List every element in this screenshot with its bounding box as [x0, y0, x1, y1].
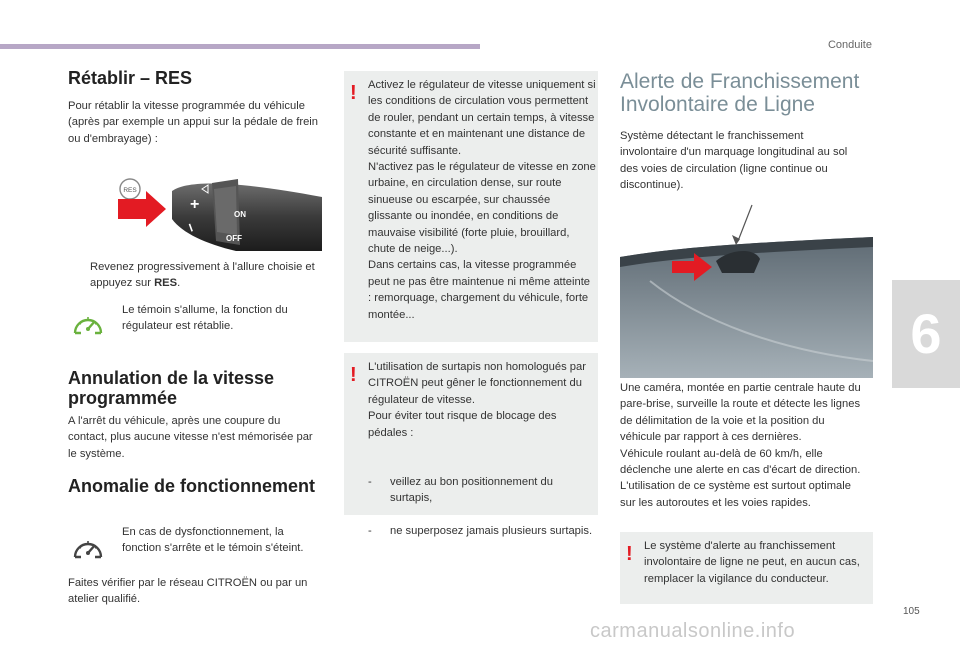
section-label: Conduite — [827, 39, 872, 51]
lane-alert-title: Alerte de Franchissement Involontaire de Ligne — [620, 70, 860, 116]
step-instruction — [68, 259, 323, 292]
warning-mats-intro: L'utilisation de surtapis non homologués par CITROËN peut gêner le fonctionnement du régulateur de vitesse. Pour éviter tout risque de blocage des pédales : — [368, 361, 586, 439]
restore-intro: Pour rétablir la vitesse programmée du véhicule (après par exemple un appui sur la pédale de frein ou d'embrayage) : — [68, 100, 319, 145]
lane-alert-intro: Système détectant le franchissement involontaire d'un marquage longitudinal au sol des voies de circulation (ligne continue ou discontinue). — [620, 130, 848, 192]
cruise-control-lamp-off-icon — [70, 533, 106, 569]
plus-label: + — [190, 196, 200, 213]
res-label: RES — [123, 187, 137, 194]
header-bar — [0, 44, 480, 49]
fault-title: Anomalie de fonctionnement — [68, 476, 316, 496]
step-text-2: . — [177, 277, 181, 290]
warning-box-cruise — [344, 71, 598, 342]
chapter-number: 6 — [910, 302, 942, 365]
step-text-1: Revenez progressivement à l'allure choisie et appuyez sur — [90, 261, 315, 290]
page-number: 105 — [903, 606, 920, 617]
warning-box-mats — [344, 353, 598, 538]
warning-box-lane — [620, 532, 873, 604]
exclamation-icon: ! — [350, 82, 357, 104]
cruise-stalk-illustration — [116, 169, 322, 251]
cruise-stalk-svg — [116, 169, 322, 251]
lamp-on-text: Le témoin s'allume, la fonction du régulateur est rétablie. — [122, 304, 288, 333]
cancel-title: Annulation de la vitesse programmée — [68, 368, 275, 408]
warning-lane-text: Le système d'alerte au franchissement involontaire de ligne ne peut, en aucun cas, remplacer la vigilance du conducteur. — [644, 540, 860, 585]
restore-title: Rétablir – RES — [68, 68, 193, 88]
exclamation-icon: ! — [350, 364, 357, 386]
fault-check-text: Faites vérifier par le réseau CITROËN ou par un atelier qualifié. — [68, 577, 308, 606]
windscreen-camera-illustration — [620, 201, 873, 378]
step-text-bold: RES — [154, 277, 178, 290]
cancel-text: A l'arrêt du véhicule, après une coupure du contact, plus aucune vitesse n'est mémorisée par le système. — [68, 415, 313, 460]
warning-cruise-text: Activez le régulateur de vitesse uniquement si les conditions de circulation vous permettent de rouler, pendant un certain temps, à vitesse constante et en maintenant une distance de sécurité suffisante. N'activez pas le régulateur de vitesse en zone urbaine, en circulation dense, sur route sinueuse ou escarpée, sur chaussée glissante ou inondée, en conditions de mauvaise visibilité (forte pluie, brouillard, chute de neige...). Dans certains cas, la vitesse programmée peut ne pas être maintenue ni même atteinte : remorquage, chargement du véhicule, forte montée... — [368, 79, 596, 321]
off-label: OFF — [226, 234, 242, 243]
on-label: ON — [234, 210, 246, 219]
list-item: - ne superposez jamais plusieurs surtapis. — [368, 525, 593, 538]
warning-mats-list — [368, 441, 596, 572]
fault-lamp-text: En cas de dysfonctionnement, la fonction s'arrête et le témoin s'éteint. — [122, 526, 304, 555]
list-item: - veillez au bon positionnement du surtapis, — [368, 475, 553, 505]
watermark: carmanualsonline.info — [590, 620, 796, 642]
exclamation-icon: ! — [626, 543, 633, 565]
cruise-control-lamp-icon — [70, 309, 106, 345]
minus-label: – — [181, 220, 201, 235]
chapter-tab — [892, 280, 960, 388]
lane-alert-body: Une caméra, montée en partie centrale haute du pare-brise, surveille la route et détecte les lignes de délimitation de la voie et la position du véhicule par rapport à ces dernières. Véhicule roulant au-delà de 60 km/h, elle déclenche une alerte en cas d'écart de direction. L'utilisation de ce système est surtout optimale sur les autoroutes et les voies rapides. — [620, 382, 861, 509]
